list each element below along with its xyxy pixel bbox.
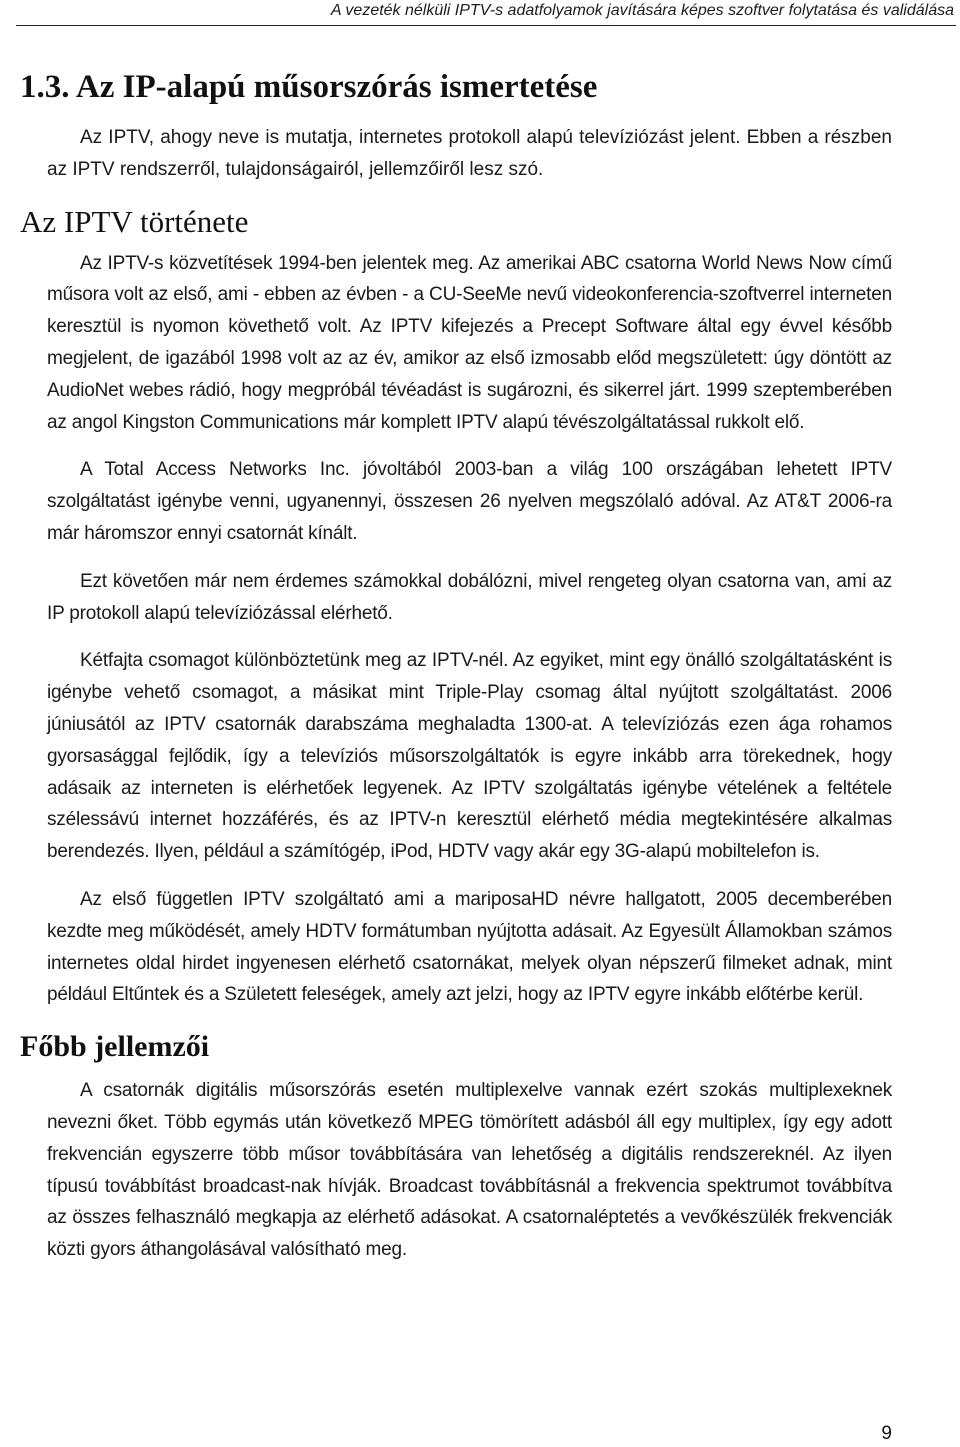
history-paragraph-2: A Total Access Networks Inc. jóvoltából 2003-ban a világ 100 országában lehetett IPTV szolgáltatást igénybe venni, ugyanennyi, összesen 26 nyelven megszólaló adóval. Az AT&T 2006-ra már háromszor ennyi csatornát kínált.	[47, 459, 892, 544]
history-paragraph-1: Az IPTV-s közvetítések 1994-ben jelentek meg. Az amerikai ABC csatorna World News Now című műsora volt az első, ami - ebben az évben - a CU-SeeMe nevű videokonferencia-szoftverrel interneten keresztül is nyomon követhető volt. Az IPTV kifejezés a Precept Software által egy évvel később megjelent, de igazából 1998 volt az az év, amikor az első izmosabb előd megszületett: úgy döntött az AudioNet webes rádió, hogy megpróbál tévéadást is sugározni, és sikerrel járt. 1999 szeptemberében az angol Kingston Communications már komplett IPTV alapú tévészolgáltatással rukkolt elő.	[47, 252, 892, 433]
page-content	[20, 62, 892, 1282]
section-title: 1.3. Az IP-alapú műsorszórás ismertetése	[20, 69, 598, 105]
features-heading: Főbb jellemzői	[20, 1030, 210, 1064]
header-rule	[16, 25, 956, 26]
features-paragraph-1: A csatornák digitális műsorszórás esetén multiplexelve vannak ezért szokás multiplexeknek nevezni őket. Több egymás után következő MPEG tömörített adásból áll egy multiplex, így egy adott frekvencián egyszerre több műsor továbbítására van lehetőség a digitális rendszereknél. Az ilyen típusú továbbítást broadcast-nak hívják. Broadcast továbbításnál a frekvencia spektrumot továbbítva az összes felhasználó megkapja az elérhető adásokat. A csatornaléptetés a vevőkészülék frekvenciák közti gyors áthangolásával valósítható meg.	[47, 1080, 892, 1261]
history-paragraph-3: Ezt követően már nem érdemes számokkal dobálózni, mivel rengeteg olyan csatorna van, ami az IP protokoll alapú televíziózással elérhető.	[47, 570, 892, 624]
section-intro: Az IPTV, ahogy neve is mutatja, internetes protokoll alapú televíziózást jelent. Ebben a részben az IPTV rendszerről, tulajdonságairól, jellemzőiről lesz szó.	[47, 127, 892, 180]
page-number: 9	[881, 1423, 892, 1444]
running-header: A vezeték nélküli IPTV-s adatfolyamok javítására képes szoftver folytatása és validálása	[330, 2, 954, 19]
history-heading: Az IPTV története	[20, 203, 249, 239]
history-paragraph-4: Kétfajta csomagot különböztetünk meg az IPTV-nél. Az egyiket, mint egy önálló szolgáltatásként is igénybe vehető csomagot, a másikat mint Triple-Play csomag által nyújtott szolgáltatást. 2006 júniusától az IPTV csatornák darabszáma meghaladta 1300-at. A televíziózás ezen ága rohamos gyorsasággal fejlődik, így a televíziós műsorszolgáltatók is egyre inkább arra törekednek, hogy adásaik az interneten is elérhetőek legyenek. Az IPTV szolgáltatás igénybe vételének a feltétele szélessávú internet hozzáférés, és az IPTV-n keresztül elérhető média megtekintésére alkalmas berendezés. Ilyen, például a számítógép, iPod, HDTV vagy akár egy 3G-alapú mobiltelefon is.	[47, 650, 892, 863]
history-paragraph-5: Az első független IPTV szolgáltató ami a mariposaHD névre hallgatott, 2005 decemberében kezdte meg működését, amely HDTV formátumban nyújtotta adásait. Az Egyesült Államokban számos internetes oldal hirdet ingyenesen elérhető csatornákat, melyek olyan népszerű filmeket adnak, mint például Eltűntek és a Született feleségek, amely azt jelzi, hogy az IPTV egyre inkább előtérbe kerül.	[47, 888, 892, 1006]
